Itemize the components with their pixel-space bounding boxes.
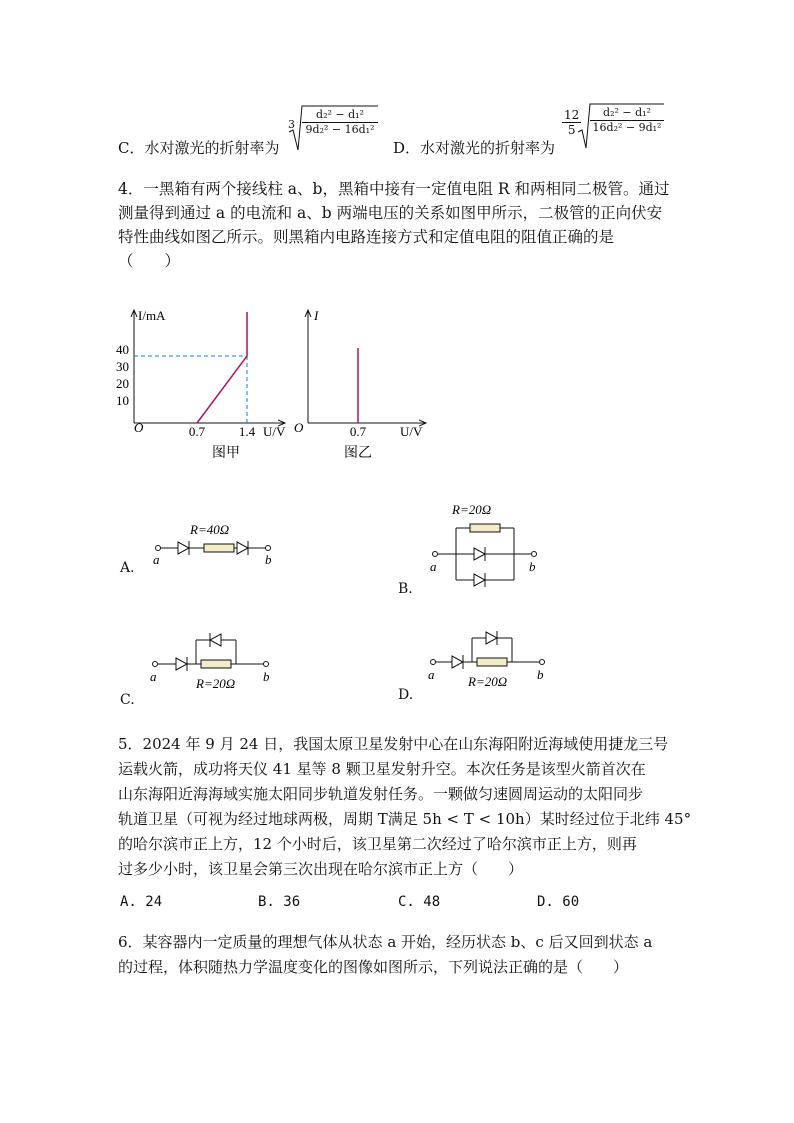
q5-option-d[interactable]: D. 60 (537, 894, 580, 910)
resistor-label: R=40Ω (190, 522, 230, 537)
x-tick-label: 1.4 (238, 424, 256, 439)
terminal-a-icon (153, 662, 158, 667)
question-5-line: 山东海阳近海海域实施太阳同步轨道发射任务。一颗做匀速圆周运动的太阳同步 (118, 785, 644, 803)
question-5-line: 5．2024 年 9 月 24 日，我国太原卫星发射中心在山东海阳附近海域使用捷龙三号 (118, 735, 669, 753)
question-6-line: 6．某容器内一定质量的理想气体从状态 a 开始，经历状态 b、c 后又回到状态 a (118, 933, 653, 951)
question-5 (118, 732, 691, 882)
q5-option-b[interactable]: B. 36 (258, 894, 301, 910)
y-tick-label: 20 (116, 376, 129, 391)
option-c-label: C．水对激光的折射率为 (118, 139, 280, 157)
option-c-denominator: 9d₂² − 16d₁² (305, 123, 375, 136)
option-d-denominator: 16d₂² − 9d₁² (592, 121, 662, 134)
terminal-a-icon (431, 660, 436, 665)
question-4-line: 特性曲线如图乙所示。则黑箱内电路连接方式和定值电阻的阻值正确的是 (118, 228, 615, 246)
diode-icon (176, 657, 187, 671)
resistor-icon (477, 658, 507, 666)
terminal-a-icon (433, 552, 438, 557)
y-tick-label: 30 (116, 359, 129, 374)
terminal-b-icon (532, 552, 537, 557)
diode-icon (474, 547, 485, 561)
q5-option-a[interactable]: A. 24 (120, 894, 163, 910)
option-d-fraction (590, 106, 664, 135)
option-d (393, 136, 555, 160)
x-axis-label: U/V (400, 424, 423, 439)
question-6 (118, 930, 652, 980)
origin-label: O (294, 420, 304, 435)
y-axis-label: I/mA (138, 308, 166, 323)
resistor-icon (470, 524, 500, 532)
option-c-numerator: d₂² − d₁² (302, 108, 378, 123)
terminal-b-label: b (529, 559, 536, 574)
question-4-line: 4．一黑箱有两个接线柱 a、b，黑箱中接有一定值电阻 R 和两相同二极管。通过 (118, 180, 670, 198)
terminal-b-icon (266, 546, 271, 551)
diode-icon (178, 541, 189, 555)
diode-icon (474, 573, 485, 587)
graph-jia (116, 300, 300, 470)
x-tick-label: 0.7 (188, 424, 206, 439)
circuit-c (146, 626, 276, 690)
terminal-a-label: a (430, 559, 437, 574)
diode-icon (452, 655, 463, 669)
terminal-b-icon (540, 660, 545, 665)
graph-yi (290, 300, 440, 470)
terminal-b-label: b (265, 552, 272, 567)
circuit-a (148, 518, 278, 570)
x-axis-label: U/V (263, 424, 286, 439)
graph-jia-caption: 图甲 (212, 446, 240, 461)
circuit-b (426, 500, 546, 590)
option-c-fraction (302, 108, 378, 137)
circuit-c-letter: C. (120, 692, 135, 708)
terminal-a-label: a (428, 667, 435, 682)
question-4-line: （ ） (118, 252, 181, 270)
circuit-d-letter: D. (398, 687, 414, 703)
circuit-a-letter: A. (120, 560, 135, 576)
q5-option-c[interactable]: C. 48 (398, 894, 441, 910)
terminal-b-label: b (537, 667, 544, 682)
option-d-numerator: d₂² − d₁² (590, 106, 664, 121)
resistor-label: R=20Ω (468, 674, 508, 689)
question-5-line: 运载火箭，成功将天仪 41 星等 8 颗卫星发射升空。本次任务是该型火箭首次在 (118, 760, 646, 778)
terminal-b-label: b (263, 669, 270, 684)
terminal-a-label: a (153, 552, 160, 567)
y-axis-label: I (314, 308, 319, 323)
x-tick-label: 0.7 (349, 424, 367, 439)
diode-icon (210, 633, 221, 647)
terminal-a-label: a (150, 669, 157, 684)
option-c-root-index: 3 (288, 118, 295, 131)
y-tick-label: 10 (116, 393, 129, 408)
terminal-a-icon (156, 546, 161, 551)
question-4-line: 测量得到通过 a 的电流和 a、b 两端电压的关系如图甲所示，二极管的正向伏安 (118, 204, 663, 222)
option-d-coefficient: $\frac{12}{5}$ (564, 108, 580, 137)
y-tick-label: 40 (116, 342, 129, 357)
circuit-b-letter: B. (398, 581, 413, 597)
question-4 (118, 177, 669, 273)
question-5-line: 过多少小时，该卫星会第三次出现在哈尔滨市正上方（ ） (118, 860, 524, 878)
option-d-formula (560, 102, 670, 152)
circuit-d (424, 624, 554, 688)
resistor-label: R=20Ω (452, 502, 492, 517)
resistor-icon (204, 544, 234, 552)
diode-icon (237, 541, 248, 555)
resistor-icon (201, 660, 231, 668)
option-c (118, 136, 279, 160)
resistor-label: R=20Ω (196, 676, 236, 691)
question-5-line: 的哈尔滨市正上方，12 个小时后，该卫星第二次经过了哈尔滨市正上方，则再 (118, 835, 637, 853)
option-c-formula (286, 104, 381, 154)
iv-curve-jia (197, 312, 247, 423)
diode-icon (486, 631, 497, 645)
question-6-line: 的过程，体积随热力学温度变化的图像如图所示，下列说法正确的是（ ） (118, 958, 629, 976)
terminal-b-icon (264, 662, 269, 667)
origin-label: O (134, 420, 144, 435)
option-d-label: D．水对激光的折射率为 (393, 139, 556, 157)
graph-yi-caption: 图乙 (344, 446, 372, 461)
question-5-line: 轨道卫星（可视为经过地球两极，周期 T满足 5h < T < 10h）某时经过位于北纬 45° (118, 810, 692, 828)
